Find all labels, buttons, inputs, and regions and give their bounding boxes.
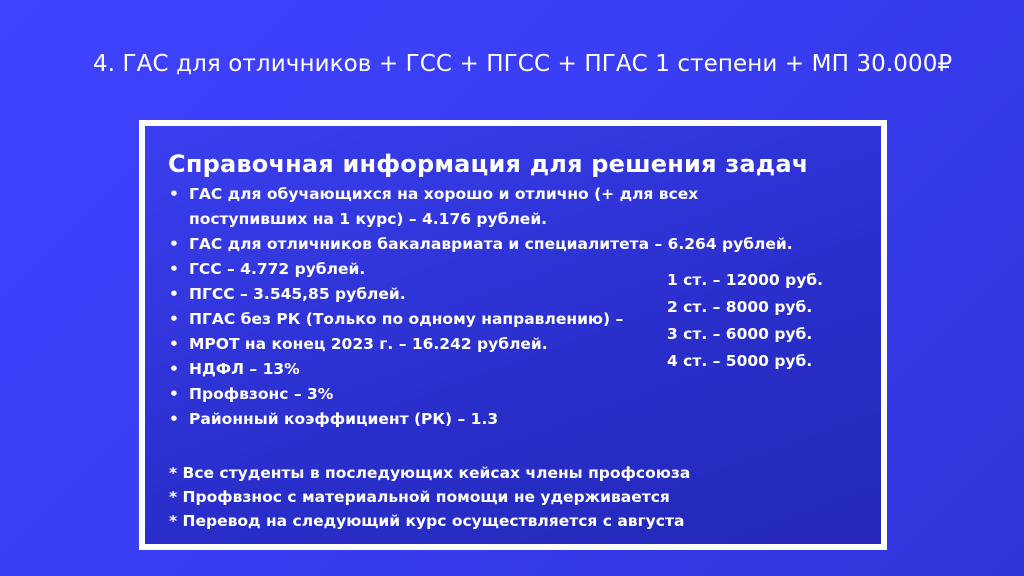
pgas-degree-list (667, 267, 823, 375)
bullet-dot-icon: • (169, 385, 179, 403)
degree-item-1: 1 ст. – 12000 руб. (667, 271, 824, 289)
bullet-dot-icon: • (169, 235, 179, 253)
footnote-item: * Перевод на следующий курс осуществляется с августа (169, 512, 685, 530)
bullet-text-line: ГАС для отличников бакалавриата и специалитета – 6.264 рублей. (189, 235, 793, 253)
bullet-dot-icon: • (169, 310, 179, 328)
bullet-dot-icon: • (169, 335, 179, 353)
bullet-text-line: ПГСС – 3.545,85 рублей. (189, 285, 406, 303)
bullet-item-union-fee (165, 382, 793, 407)
degree-item-2: 2 ст. – 8000 руб. (667, 298, 813, 316)
bullet-text-line: поступивших на 1 курс) – 4.176 рублей. (189, 210, 548, 228)
bullet-dot-icon: • (169, 410, 179, 428)
bullet-item-regional-coefficient (165, 407, 793, 432)
bullet-text-line: Районный коэффициент (РК) – 1.3 (189, 410, 499, 428)
reference-info-box (139, 120, 887, 550)
bullet-item-gas-good-excellent (165, 182, 793, 232)
footnote-list (169, 461, 690, 533)
bullet-dot-icon: • (169, 285, 179, 303)
bullet-text-line: НДФЛ – 13% (189, 360, 300, 378)
footnote-item: * Профвзнос с материальной помощи не удерживается (169, 488, 670, 506)
slide-title: 4. ГАС для отличников + ГСС + ПГСС + ПГАС 1 степени + МП 30.000₽ (93, 51, 953, 77)
bullet-dot-icon: • (169, 185, 179, 203)
bullet-text-line: Профвзонс – 3% (189, 385, 334, 403)
box-heading: Справочная информация для решения задач (168, 150, 809, 178)
bullet-text-line: ПГАС без РК (Только по одному направлению) – (189, 310, 624, 328)
bullet-text-line: ГАС для обучающихся на хорошо и отлично (+ для всех (189, 185, 699, 203)
bullet-text-line: ГСС – 4.772 рублей. (189, 260, 366, 278)
bullet-item-gas-excellent (165, 232, 793, 257)
bullet-dot-icon: • (169, 260, 179, 278)
bullet-dot-icon: • (169, 360, 179, 378)
degree-item-3: 3 ст. – 6000 руб. (667, 325, 813, 343)
bullet-text-line: МРОТ на конец 2023 г. – 16.242 рублей. (189, 335, 548, 353)
footnote-item: * Все студенты в последующих кейсах члены профсоюза (169, 464, 691, 482)
degree-item-4: 4 ст. – 5000 руб. (667, 352, 813, 370)
